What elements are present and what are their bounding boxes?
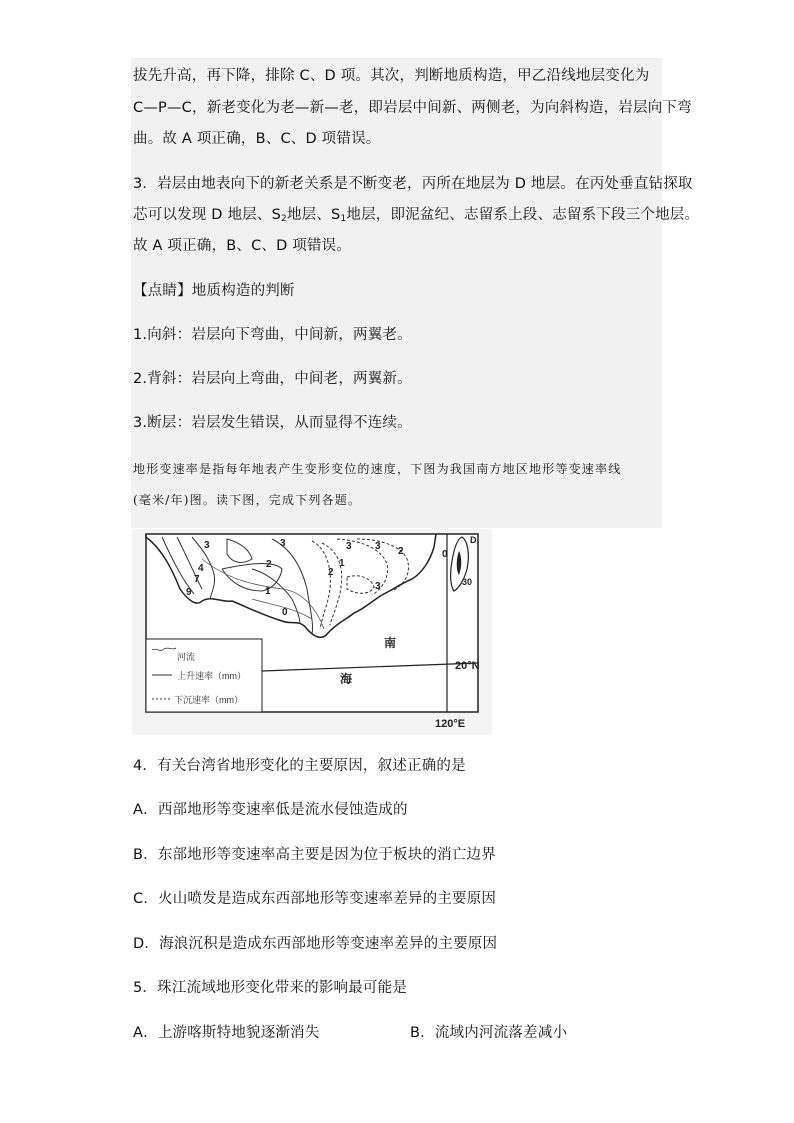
answer-q3-line-1: 3．岩层由地表向下的新老关系是不断变老，丙所在地层为 D 地层。在丙处垂直钻探取 [133, 176, 693, 192]
contour-label: 3 [346, 541, 352, 552]
question-5: 5．珠江流域地形变化带来的影响最可能是 [133, 980, 408, 996]
contour-label: 3 [280, 538, 286, 549]
answer-q3-line-3: 故 A 项正确，B、C、D 项错误。 [133, 238, 352, 254]
contour-label: 2 [328, 567, 334, 578]
answer-line-1: 拔先升高，再下降，排除 C、D 项。其次，判断地质构造，甲乙沿线地层变化为 [133, 68, 650, 84]
contour-label: 2 [398, 546, 404, 557]
intro-line-2: (毫米/年)图。读下图，完成下列各题。 [133, 493, 362, 507]
question-4-option-c: C．火山喷发是造成东西部地形等变速率差异的主要原因 [133, 891, 497, 907]
contour-label: 2 [266, 559, 272, 570]
contour-label: 0 [282, 607, 288, 618]
label-longitude: 120°E [435, 718, 466, 730]
question-4-option-a: A．西部地形等变速率低是流水侵蚀造成的 [133, 802, 408, 818]
intro-line-1: 地形变速率是指每年地表产生变形变位的速度，下图为我国南方地区地形等变速率线 [133, 462, 622, 476]
contour-label: 1 [265, 586, 271, 597]
contour-label: 3 [375, 541, 381, 552]
question-5-option-b: B．流域内河流落差减小 [410, 1025, 568, 1041]
tip-syncline: 1.向斜：岩层向下弯曲，中间新，两翼老。 [133, 327, 412, 343]
label-nan: 南 [384, 636, 397, 650]
tip-fault: 3.断层：岩层发生错误，从而显得不连续。 [133, 415, 412, 431]
label-latitude: 20°N [455, 660, 480, 672]
contour-label: 3 [375, 581, 381, 592]
question-4-option-b: B．东部地形等变速率高主要是因为位于板块的消亡边界 [133, 847, 496, 863]
question-5-option-a: A．上游喀斯特地貌逐渐消失 [133, 1025, 320, 1041]
legend-river: 河流 [177, 652, 196, 662]
contour-label: 7 [194, 574, 200, 585]
contour-label: 3 [204, 540, 210, 551]
question-4-option-d: D．海浪沉积是造成东西部地形等变速率差异的主要原因 [133, 936, 498, 952]
tip-title: 【点睛】地质构造的判断 [133, 283, 295, 299]
contour-label: 30 [462, 577, 473, 587]
answer-line-2: C—P—C，新老变化为老—新—老，即岩层中间新、两侧老，为向斜构造，岩层向下弯 [133, 100, 692, 116]
deformation-rate-map [132, 529, 492, 735]
answer-line-3: 曲。故 A 项正确，B、C、D 项错误。 [133, 131, 381, 147]
contour-label: 0 [442, 549, 448, 560]
legend-subsidence: 下沉速率（mm） [174, 695, 243, 705]
tip-anticline: 2.背斜：岩层向上弯曲，中间老，两翼新。 [133, 371, 412, 387]
question-4: 4．有关台湾省地形变化的主要原因，叙述正确的是 [133, 758, 466, 774]
answer-q3-line-2: 芯可以发现 D 地层、$S_2$地层、$S_1$地层，即泥盆纪、志留系上段、志留系下段三个地层。 [133, 207, 700, 224]
contour-label: 4 [198, 563, 204, 574]
contour-label: 1 [339, 558, 345, 569]
contour-label: D [470, 535, 477, 545]
contour-label: 9 [186, 587, 192, 598]
legend-uplift: 上升速率（mm） [177, 671, 246, 681]
label-hai: 海 [340, 672, 353, 686]
